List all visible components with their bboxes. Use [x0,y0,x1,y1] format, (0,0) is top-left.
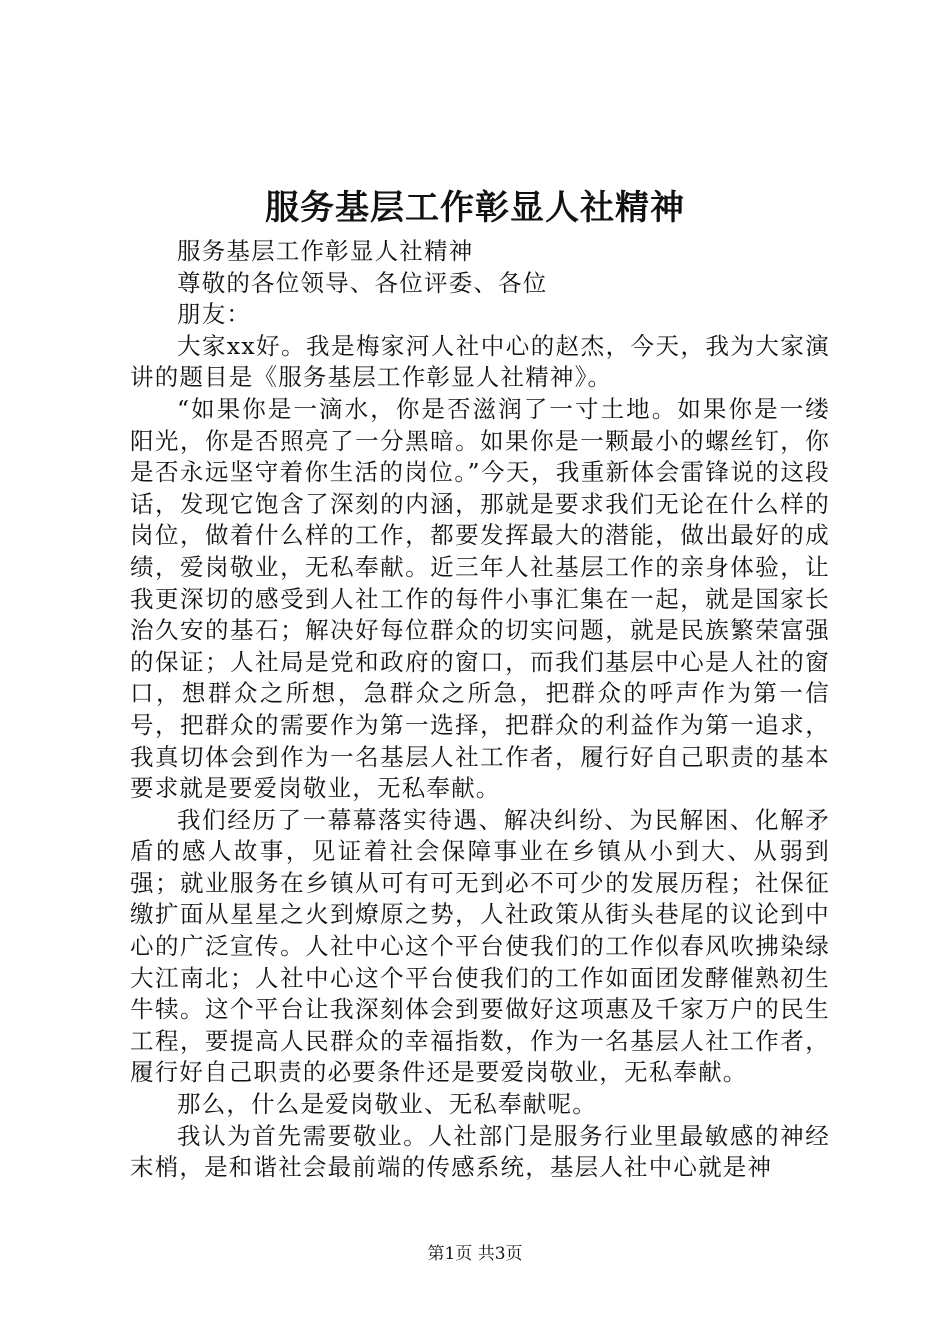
document-title: 服务基层工作彰显人社精神 [265,188,685,228]
paragraph-salutation-cont: 朋友： [177,300,252,329]
page-footer: 第1页 共3页 [427,1244,523,1264]
document-body [130,236,830,1184]
paragraph-question: 那么，什么是爱岗敬业、无私奉献呢。 [177,1090,597,1119]
paragraph-salutation: 尊敬的各位领导、各位评委、各位 [177,268,548,297]
paragraph-experience: 我们经历了一幕幕落实待遇、解决纠纷、为民解困、化解矛盾的感人故事，见证着社会保障事业在乡镇从小到大、从弱到强；就业服务在乡镇从可有可无到必不可少的发展历程；社保征缴扩面从星星之火到燎原之势，人社政策从街头巷尾的议论到中心的广泛宣传。人社中心这个平台使我们的工作似春风吹拂染绿大江南北；人社中心这个平台使我们的工作如面团发酵催熟初生牛犊。这个平台让我深刻体会到要做好这项惠及千家万户的民生工程，要提高人民群众的幸福指数，作为一名基层人社工作者，履行好自己职责的必要条件还是要爱岗敬业，无私奉献。 [130,805,830,1087]
paragraph-dedication: 我认为首先需要敬业。人社部门是服务行业里最敏感的神经末梢，是和谐社会最前端的传感系统，基层人社中心就是神 [130,1121,830,1182]
paragraph-subtitle: 服务基层工作彰显人社精神 [177,237,474,265]
paragraph-intro: 大家xx好。我是梅家河人社中心的赵杰，今天，我为大家演讲的题目是《服务基层工作彰显人社精神》。 [130,331,830,392]
paragraph-quote: “如果你是一滴水，你是否滋润了一寸土地。如果你是一缕阳光，你是否照亮了一分黑暗。如果你是一颗最小的螺丝钉，你是否永远坚守着你生活的岗位。”今天，我重新体会雷锋说的这段话，发现它饱含了深刻的内涵，那就是要求我们无论在什么样的岗位，做着什么样的工作，都要发挥最大的潜能，做出最好的成绩，爱岗敬业，无私奉献。近三年人社基层工作的亲身体验，让我更深切的感受到人社工作的每件小事汇集在一起，就是国家长治久安的基石；解决好每位群众的切实问题，就是民族繁荣富强的保证；人社局是党和政府的窗口，而我们基层中心是人社的窗口，想群众之所想，急群众之所急，把群众的呼声作为第一信号，把群众的需要作为第一选择，把群众的利益作为第一追求，我真切体会到作为一名基层人社工作者，履行好自己职责的基本要求就是要爱岗敬业，无私奉献。 [130,394,830,803]
